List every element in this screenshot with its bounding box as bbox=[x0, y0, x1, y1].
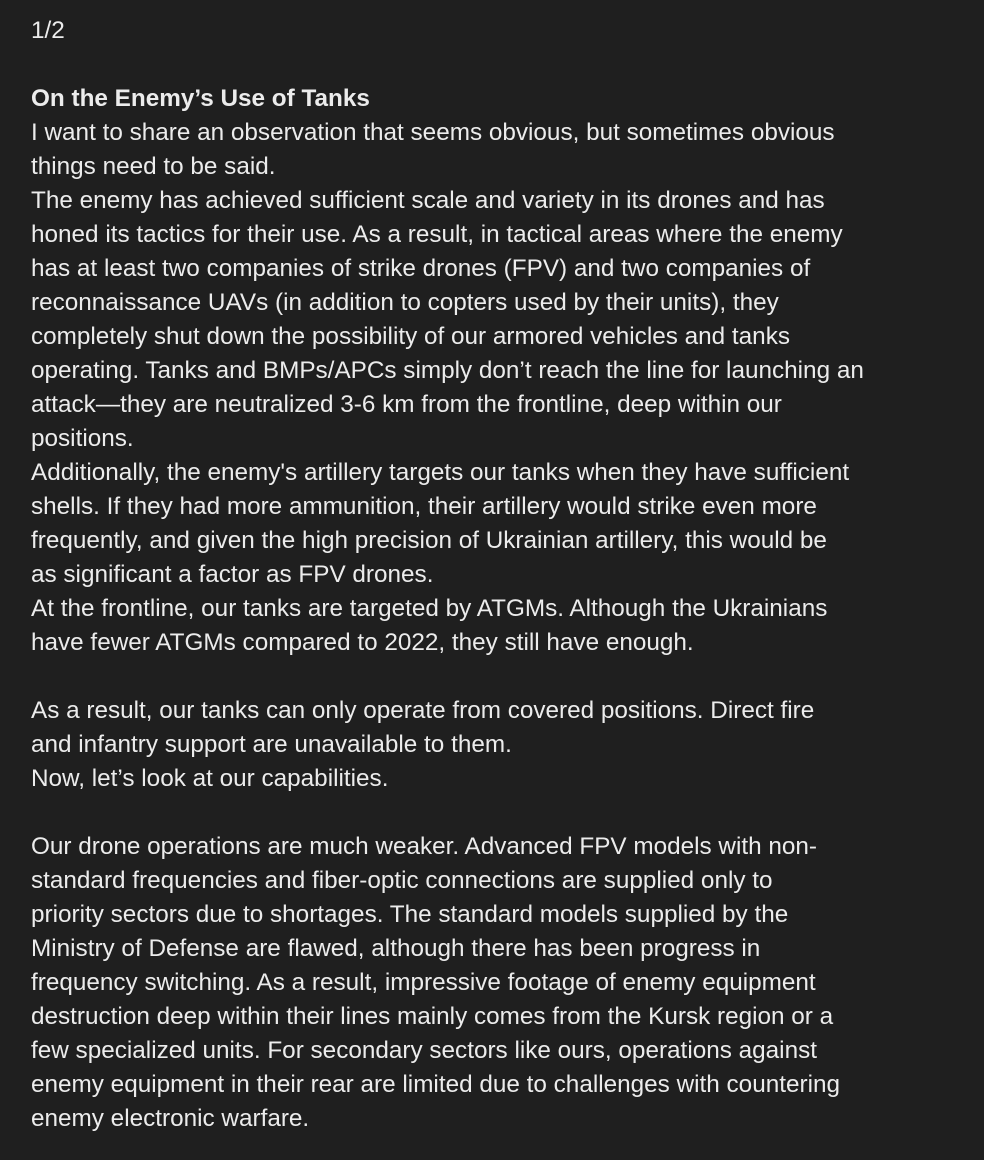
paragraph-line: destruction deep within their lines mainly comes from the Kursk region or a bbox=[31, 1003, 834, 1030]
blank-line bbox=[31, 796, 976, 830]
paragraph-line: things need to be said. bbox=[31, 153, 276, 180]
paragraph-line: has at least two companies of strike drones (FPV) and two companies of bbox=[31, 255, 811, 282]
paragraph-line: frequently, and given the high precision of Ukrainian artillery, this would be bbox=[31, 527, 827, 554]
paragraph-line: enemy electronic warfare. bbox=[31, 1105, 310, 1132]
paragraph-line: At the frontline, our tanks are targeted by ATGMs. Although the Ukrainians bbox=[31, 595, 828, 622]
article-title: On the Enemy’s Use of Tanks bbox=[31, 85, 370, 112]
paragraph-line: enemy equipment in their rear are limited due to challenges with countering bbox=[31, 1071, 840, 1098]
blank-line bbox=[31, 48, 976, 82]
paragraph-line: positions. bbox=[31, 425, 134, 452]
paragraph-line: Now, let’s look at our capabilities. bbox=[31, 765, 389, 792]
paragraph-line: and infantry support are unavailable to them. bbox=[31, 731, 512, 758]
paragraph-line: reconnaissance UAVs (in addition to copters used by their units), they bbox=[31, 289, 779, 316]
paragraph-line: priority sectors due to shortages. The standard models supplied by the bbox=[31, 901, 789, 928]
paragraph-line: The enemy has achieved sufficient scale and variety in its drones and has bbox=[31, 187, 825, 214]
paragraph-line: shells. If they had more ammunition, their artillery would strike even more bbox=[31, 493, 817, 520]
paragraph-line: I want to share an observation that seems obvious, but sometimes obvious bbox=[31, 119, 835, 146]
paragraph-line: Ministry of Defense are flawed, although there has been progress in bbox=[31, 935, 761, 962]
paragraph-line: Additionally, the enemy's artillery targets our tanks when they have sufficient bbox=[31, 459, 850, 486]
paragraph-line: standard frequencies and fiber-optic connections are supplied only to bbox=[31, 867, 773, 894]
paragraph-line: as significant a factor as FPV drones. bbox=[31, 561, 434, 588]
message-body bbox=[31, 14, 976, 1136]
paragraph-line: As a result, our tanks can only operate from covered positions. Direct fire bbox=[31, 697, 815, 724]
paragraph-line: completely shut down the possibility of our armored vehicles and tanks bbox=[31, 323, 790, 350]
paragraph-line: attack—they are neutralized 3-6 km from the frontline, deep within our bbox=[31, 391, 782, 418]
paragraph-line: frequency switching. As a result, impressive footage of enemy equipment bbox=[31, 969, 816, 996]
blank-line bbox=[31, 660, 976, 694]
paragraph-line: few specialized units. For secondary sectors like ours, operations against bbox=[31, 1037, 817, 1064]
paragraph-line: have fewer ATGMs compared to 2022, they still have enough. bbox=[31, 629, 694, 656]
paragraph-line: honed its tactics for their use. As a result, in tactical areas where the enemy bbox=[31, 221, 843, 248]
paragraph-line: Our drone operations are much weaker. Advanced FPV models with non- bbox=[31, 833, 818, 860]
paragraph-line: operating. Tanks and BMPs/APCs simply don’t reach the line for launching an bbox=[31, 357, 864, 384]
page-indicator: 1/2 bbox=[31, 17, 65, 44]
